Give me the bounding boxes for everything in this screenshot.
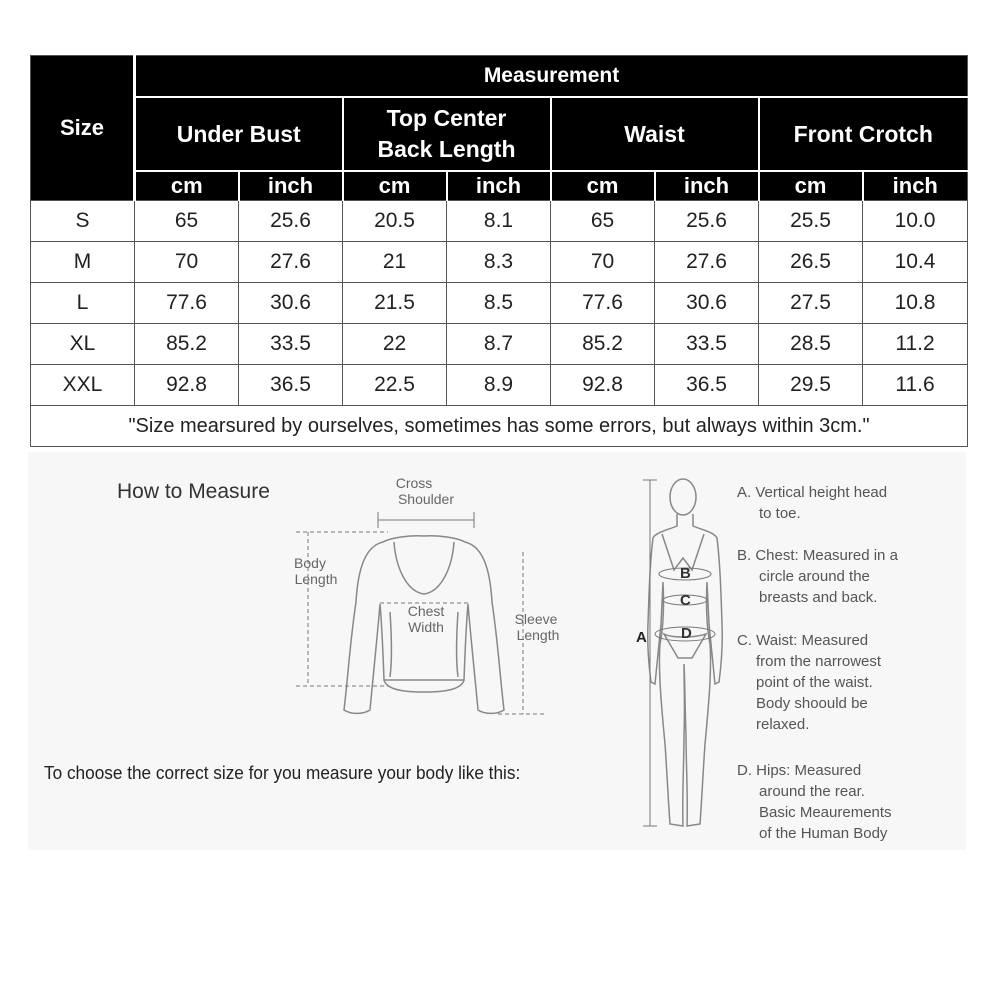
value-cell: 21 — [343, 242, 447, 283]
value-cell: 8.1 — [447, 201, 551, 242]
unit-header: cm — [759, 171, 863, 201]
step-line: D. Hips: Measured — [737, 762, 862, 779]
marker-a: A — [636, 629, 647, 646]
step-c — [737, 630, 957, 735]
cross-shoulder-label — [396, 475, 455, 507]
sleeve-length-label — [515, 611, 560, 643]
step-line: C. Waist: Measured — [737, 632, 869, 649]
value-cell: 20.5 — [343, 201, 447, 242]
label-line: Shoulder — [397, 491, 455, 507]
label-line: Length — [516, 627, 560, 643]
value-cell: 65 — [551, 201, 655, 242]
how-to-measure-title: How to Measure — [117, 480, 270, 503]
label-line: Chest — [407, 603, 445, 619]
value-cell: 10.8 — [863, 283, 968, 324]
value-cell: 77.6 — [135, 283, 239, 324]
body-measure-lines — [643, 480, 715, 826]
size-rows — [31, 201, 968, 406]
step-d — [737, 760, 957, 844]
garment-hem-icon — [384, 680, 464, 692]
chest-width-label — [408, 603, 445, 635]
step-line: Basic Meaurements — [759, 804, 892, 821]
value-cell: 11.2 — [863, 324, 968, 365]
table-row — [31, 283, 968, 324]
value-cell: 25.6 — [655, 201, 759, 242]
value-cell: 85.2 — [551, 324, 655, 365]
value-cell: 36.5 — [655, 365, 759, 406]
label-line: Body — [294, 555, 326, 571]
step-line: B. Chest: Measured in a — [737, 547, 898, 564]
value-cell: 70 — [551, 242, 655, 283]
value-cell: 8.9 — [447, 365, 551, 406]
group-header-top-center-back-length — [343, 97, 551, 171]
unit-header: inch — [863, 171, 968, 201]
value-cell: 77.6 — [551, 283, 655, 324]
unit-header: inch — [447, 171, 551, 201]
value-cell: 30.6 — [655, 283, 759, 324]
size-column-header: Size — [31, 56, 135, 201]
value-cell: 33.5 — [239, 324, 343, 365]
marker-c: C — [680, 592, 691, 609]
value-cell: 25.6 — [239, 201, 343, 242]
group-header-line: Under Bust — [176, 120, 301, 147]
value-cell: 21.5 — [343, 283, 447, 324]
value-cell: 30.6 — [239, 283, 343, 324]
measure-guide — [28, 452, 966, 850]
human-body-illustration — [648, 479, 723, 826]
label-line: Width — [408, 619, 444, 635]
value-cell: 85.2 — [135, 324, 239, 365]
label-line: Sleeve — [514, 611, 558, 627]
size-cell: L — [31, 283, 135, 324]
value-cell: 70 — [135, 242, 239, 283]
size-note: "Size mearsured by ourselves, sometimes has some errors, but always within 3cm." — [31, 406, 968, 447]
value-cell: 11.6 — [863, 365, 968, 406]
marker-b: B — [680, 565, 691, 582]
step-line: Body shoould be — [756, 695, 868, 712]
value-cell: 10.0 — [863, 201, 968, 242]
value-cell: 27.6 — [655, 242, 759, 283]
step-line: A. Vertical height head — [737, 484, 888, 501]
value-cell: 25.5 — [759, 201, 863, 242]
value-cell: 8.7 — [447, 324, 551, 365]
value-cell: 8.3 — [447, 242, 551, 283]
garment-inner-line-icon — [390, 612, 392, 677]
value-cell: 28.5 — [759, 324, 863, 365]
marker-d: D — [681, 625, 692, 642]
value-cell: 22.5 — [343, 365, 447, 406]
value-cell: 8.5 — [447, 283, 551, 324]
garment-inner-line-icon — [457, 612, 459, 677]
measurement-header: Measurement — [135, 56, 968, 98]
step-line: from the narrowest — [756, 653, 882, 670]
note-row — [31, 406, 968, 447]
size-cell: M — [31, 242, 135, 283]
garment-neckline-icon — [394, 542, 454, 594]
value-cell: 26.5 — [759, 242, 863, 283]
size-cell: XXL — [31, 365, 135, 406]
value-cell: 33.5 — [655, 324, 759, 365]
group-header-line: Waist — [624, 120, 685, 147]
size-cell: S — [31, 201, 135, 242]
value-cell: 65 — [135, 201, 239, 242]
table-row — [31, 201, 968, 242]
body-length-label — [294, 555, 337, 587]
value-cell: 36.5 — [239, 365, 343, 406]
label-line: Cross — [395, 475, 433, 491]
step-line: to toe. — [759, 505, 801, 522]
group-header-line: Top Center — [386, 105, 507, 131]
group-header-line: Back Length — [377, 136, 516, 162]
unit-header: cm — [343, 171, 447, 201]
value-cell: 27.6 — [239, 242, 343, 283]
step-a — [737, 482, 957, 524]
value-cell: 92.8 — [551, 365, 655, 406]
group-header-waist — [551, 97, 759, 171]
step-line: point of the waist. — [756, 674, 873, 691]
head-icon — [670, 479, 696, 515]
value-cell: 29.5 — [759, 365, 863, 406]
group-header-line: Front Crotch — [793, 120, 933, 147]
value-cell: 92.8 — [135, 365, 239, 406]
value-cell: 27.5 — [759, 283, 863, 324]
table-row — [31, 324, 968, 365]
step-line: circle around the — [759, 568, 870, 585]
step-line: around the rear. — [759, 783, 865, 800]
size-chart-table — [30, 55, 968, 447]
unit-header: cm — [135, 171, 239, 201]
unit-header: cm — [551, 171, 655, 201]
label-line: Length — [294, 571, 338, 587]
step-line: relaxed. — [756, 716, 810, 733]
table-row — [31, 365, 968, 406]
unit-header: inch — [655, 171, 759, 201]
unit-header: inch — [239, 171, 343, 201]
value-cell: 10.4 — [863, 242, 968, 283]
step-line: of the Human Body — [759, 825, 888, 842]
table-row — [31, 242, 968, 283]
value-cell: 22 — [343, 324, 447, 365]
size-cell: XL — [31, 324, 135, 365]
group-header-under-bust — [135, 97, 343, 171]
group-header-front-crotch — [759, 97, 968, 171]
step-b — [737, 545, 957, 608]
choose-size-instruction: To choose the correct size for you measure your body like this: — [44, 762, 521, 783]
step-line: breasts and back. — [759, 589, 878, 606]
